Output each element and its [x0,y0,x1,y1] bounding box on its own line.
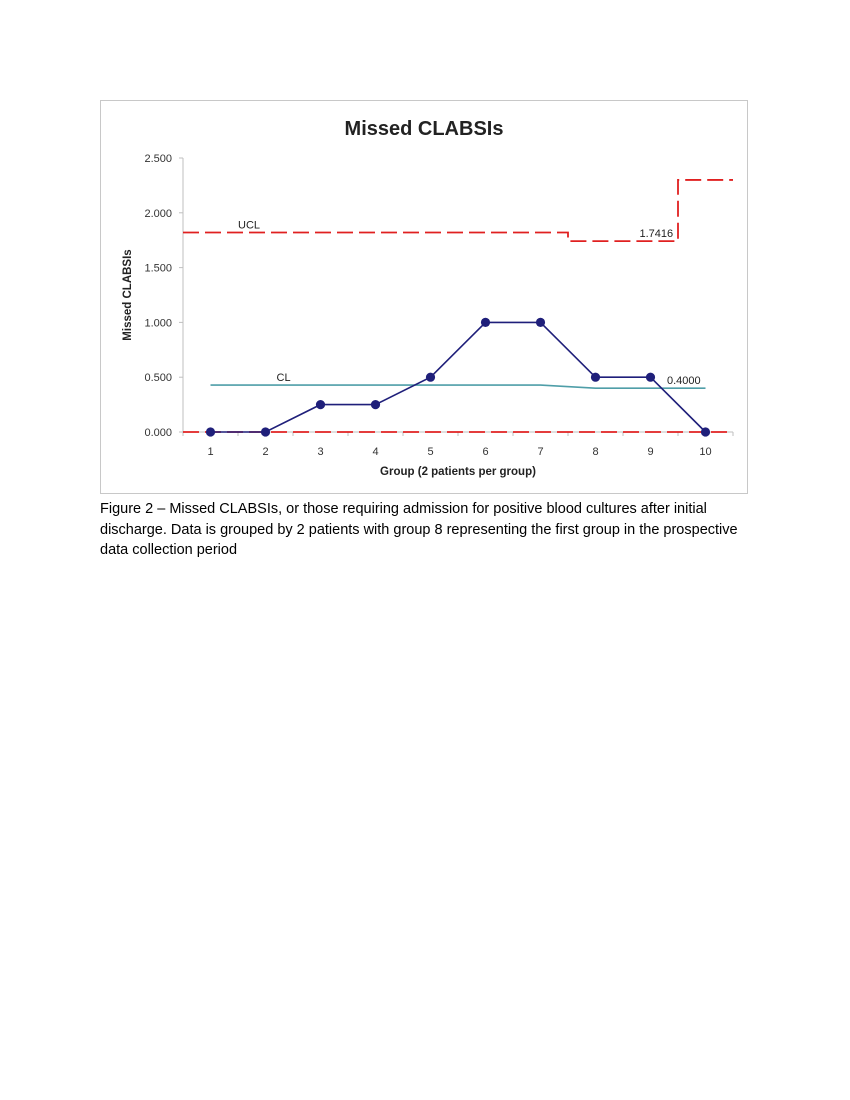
data-point [591,373,600,382]
data-point [536,318,545,327]
data-point [316,400,325,409]
y-ticks [144,153,183,439]
annotation-label: CL [276,372,291,385]
x-tick-label: 3 [317,446,324,458]
x-tick-label: 8 [592,446,599,458]
x-tick-label: 4 [372,446,379,458]
y-tick-label: 0.500 [144,372,172,385]
x-tick-label: 10 [699,446,712,458]
annotation-layer [238,220,701,388]
x-tick-label: 6 [482,446,489,458]
control-chart [101,101,749,495]
data-point [426,373,435,382]
data-point [206,427,215,436]
data-point [261,427,270,436]
y-tick-label: 1.500 [144,262,172,275]
x-tick-label: 9 [647,446,654,458]
cl-line [211,385,706,388]
x-tick-label: 7 [537,446,544,458]
figure-caption: Figure 2 – Missed CLABSIs, or those requiring admission for positive blood cultures after initial discharge. Data is grouped by 2 patients with group 8 representing the first group in the prospective data collection period [100,501,738,558]
x-tick-label: 1 [207,446,214,458]
control-lines [183,180,733,432]
x-tick-label: 2 [262,446,269,458]
y-axis-label: Missed CLABSIs [122,249,134,341]
chart-title: Missed CLABSIs [344,118,504,140]
annotation-label: 1.7416 [639,228,674,241]
chart-frame [100,100,748,494]
data-point [701,427,710,436]
y-tick-label: 2.500 [144,153,172,165]
x-axis-label: Group (2 patients per group) [380,466,536,478]
x-tick-label: 5 [427,446,434,458]
annotation-label: UCL [238,219,261,232]
data-point [371,400,380,409]
annotation-label: 0.4000 [667,375,701,388]
y-tick-label: 1.000 [144,317,172,330]
y-tick-label: 2.000 [144,207,172,220]
data-point [481,318,490,327]
data-point [646,373,655,382]
y-tick-label: 0.000 [144,427,172,439]
